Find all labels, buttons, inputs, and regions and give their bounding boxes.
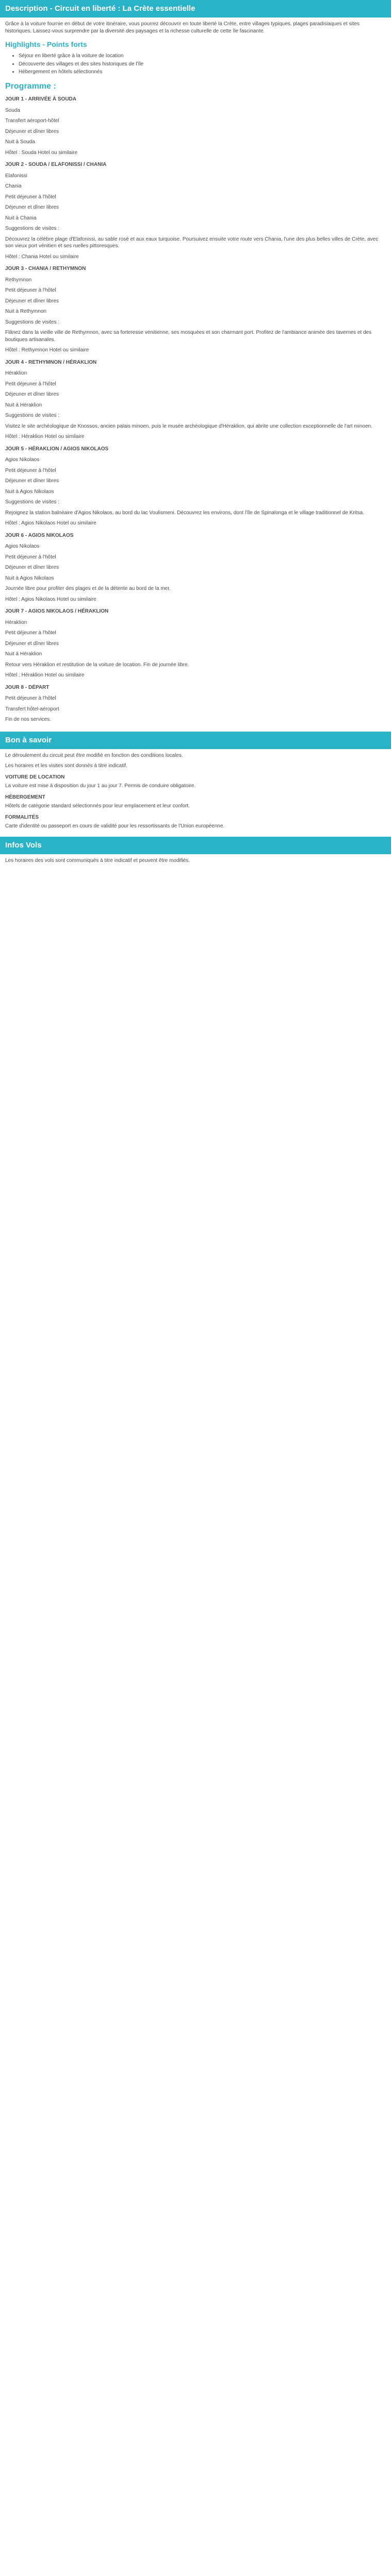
day-line: Déjeuner et dîner libres [5,565,59,571]
day-line: Transfert hôtel-aéroport [5,706,59,712]
day-line: Agios Nikolaos [5,457,40,463]
day-line: Agios Nikolaos [5,544,40,550]
day-line: Chania [5,183,22,190]
programme-title: Programme : [5,81,56,91]
bon-a-savoir-paragraph: Le déroulement du circuit peut être modifié en fonction des conditions locales. [5,752,183,758]
day-title: JOUR 5 - HÉRAKLION / AGIOS NIKOLAOS [5,446,109,452]
day-block [5,608,386,679]
bon-a-savoir-text: Carte d'identité ou passeport en cours de validité pour les ressortissants de l'Union européenne. [5,823,225,829]
day-paragraph: Flânez dans la vieille ville de Rethymnon, avec sa forteresse vénitienne, ses mosquées et son charmant port. Profitez de l'ambiance animée des tavernes et des boutiques artisanales. [5,330,372,343]
day-line: Petit déjeuner à l'hôtel [5,381,56,387]
day-title: JOUR 2 - SOUDA / ELAFONISSI / CHANIA [5,162,107,168]
day-paragraph: Visitez le site archéologique de Knossos, ancien palais minoen, puis le musée archéologique d'Héraklion, qui abrite une collection exceptionnelle de l'art minoen. [5,423,372,429]
day-line: Petit déjeuner à l'hôtel [5,630,56,636]
day-line: Déjeuner et dîner libres [5,128,59,134]
day-line: Nuit à Souda [5,139,35,145]
day-hotel: Hôtel : Rethymnon Hotel ou similaire [5,347,89,353]
day-title: JOUR 4 - RETHYMNON / HÉRAKLION [5,359,97,365]
description-header: Description - Circuit en liberté : La Crète essentielle [0,0,391,18]
day-block [5,96,386,156]
day-block [5,684,386,723]
day-line: Souda [5,107,20,113]
day-line: Nuit à Héraklion [5,402,42,408]
highlight-item: • Découverte des villages et des sites historiques de l'île [19,61,386,68]
day-line: Elafonissi [5,173,27,179]
day-paragraph: Découvrez la célèbre plage d'Elafonissi, au sable rosé et aux eaux turquoise. Poursuivez ensuite votre route vers Chania, l'une des plus belles villes de Crète, avec son vieux port vénitien et ses ruelles pittoresques. [5,236,379,249]
day-block [5,161,386,260]
infos-vols-content [0,854,391,871]
infos-vols-text: Les horaires des vols sont communiqués à titre indicatif et peuvent être modifiés. [5,858,190,864]
bon-a-savoir-subheading: HÉBERGEMENT [5,794,45,800]
day-line: Petit déjeuner à l'hôtel [5,287,56,294]
bon-a-savoir-header: Bon à savoir [0,732,391,749]
day-line: Nuit à Agios Nikolaos [5,488,54,495]
infos-vols-header: Infos Vols [0,837,391,854]
description-content [0,18,391,731]
bon-a-savoir-subheading: FORMALITÉS [5,814,39,820]
bon-a-savoir-content [0,749,391,837]
day-paragraph: Fin de nos services. [5,717,51,723]
day-line: Déjeuner et dîner libres [5,478,59,484]
day-title: JOUR 6 - AGIOS NIKOLAOS [5,532,74,538]
day-paragraph: Rejoignez la station balnéaire d'Agios Nikolaos, au bord du lac Voulismeni. Découvrez les environs, dont l'île de Spinalonga et le village traditionnel de Kritsa. [5,510,364,516]
day-line: Déjeuner et dîner libres [5,205,59,211]
day-title: JOUR 8 - DÉPART [5,684,50,690]
day-line: Nuit à Chania [5,215,37,221]
day-block [5,446,386,527]
day-block [5,359,386,440]
day-line: Suggestions de visites : [5,499,60,505]
bon-a-savoir-paragraph: Les horaires et les visites sont donnés à titre indicatif. [5,763,127,769]
day-hotel: Hôtel : Héraklion Hotel ou similaire [5,434,85,440]
day-line: Déjeuner et dîner libres [5,640,59,647]
day-line: Déjeuner et dîner libres [5,298,59,304]
day-hotel: Hôtel : Souda Hotel ou similaire [5,149,78,156]
bon-a-savoir-paras [5,752,386,770]
intro-paragraph: Grâce à la voiture fournie en début de votre itinéraire, vous pourrez découvrir en toute liberté la Crète, entre villages typiques, plages paradisiaques et sites historiques. Laissez-vous surprendre par la diversité des paysages et la richesse culturelle de cette île fascinante. [5,21,360,34]
day-paragraph: Journée libre pour profiter des plages et de la détente au bord de la mer. [5,586,171,592]
day-line: Petit déjeuner à l'hôtel [5,696,56,702]
day-hotel: Hôtel : Agios Nikolaos Hotel ou similaire [5,596,96,602]
programme-days [5,96,386,723]
day-block [5,532,386,603]
page [0,0,391,871]
day-line: Suggestions de visites : [5,319,60,325]
day-line: Petit déjeuner à l'hôtel [5,194,56,200]
day-line: Déjeuner et dîner libres [5,392,59,398]
day-line: Nuit à Héraklion [5,651,42,657]
day-hotel: Hôtel : Agios Nikolaos Hotel ou similaire [5,520,96,527]
bon-a-savoir-subheading: VOITURE DE LOCATION [5,774,65,780]
day-line: Suggestions de visites : [5,226,60,232]
day-paragraph: Retour vers Héraklion et restitution de la voiture de location. Fin de journée libre. [5,662,189,668]
bon-a-savoir-text: Hôtels de catégorie standard sélectionnés pour leur emplacement et leur confort. [5,803,190,809]
day-title: JOUR 7 - AGIOS NIKOLAOS / HÉRAKLION [5,608,109,615]
day-line: Nuit à Agios Nikolaos [5,575,54,581]
day-title: JOUR 1 - ARRIVÉE À SOUDA [5,96,76,103]
day-line: Suggestions de visites : [5,413,60,419]
day-line: Héraklion [5,370,27,377]
day-title: JOUR 3 - CHANIA / RETHYMNON [5,266,86,272]
day-line: Petit déjeuner à l'hôtel [5,554,56,560]
highlight-item: • Séjour en liberté grâce à la voiture de location [19,53,386,60]
day-block [5,265,386,354]
bon-a-savoir-sections [5,774,386,830]
day-line: Héraklion [5,619,27,625]
day-hotel: Hôtel : Héraklion Hotel ou similaire [5,672,85,679]
day-line: Rethymnon [5,277,32,283]
bon-a-savoir-text: La voiture est mise à disposition du jour 1 au jour 7. Permis de conduire obligatoire. [5,783,196,789]
day-line: Transfert aéroport-hôtel [5,118,59,124]
highlights-title: Highlights - Points forts [5,40,87,49]
day-line: Nuit à Rethymnon [5,309,47,315]
day-line: Petit déjeuner à l'hôtel [5,467,56,473]
day-hotel: Hôtel : Chania Hotel ou similaire [5,253,79,260]
highlight-item: • Hébergement en hôtels sélectionnés [19,69,386,76]
highlights-list [5,53,386,76]
